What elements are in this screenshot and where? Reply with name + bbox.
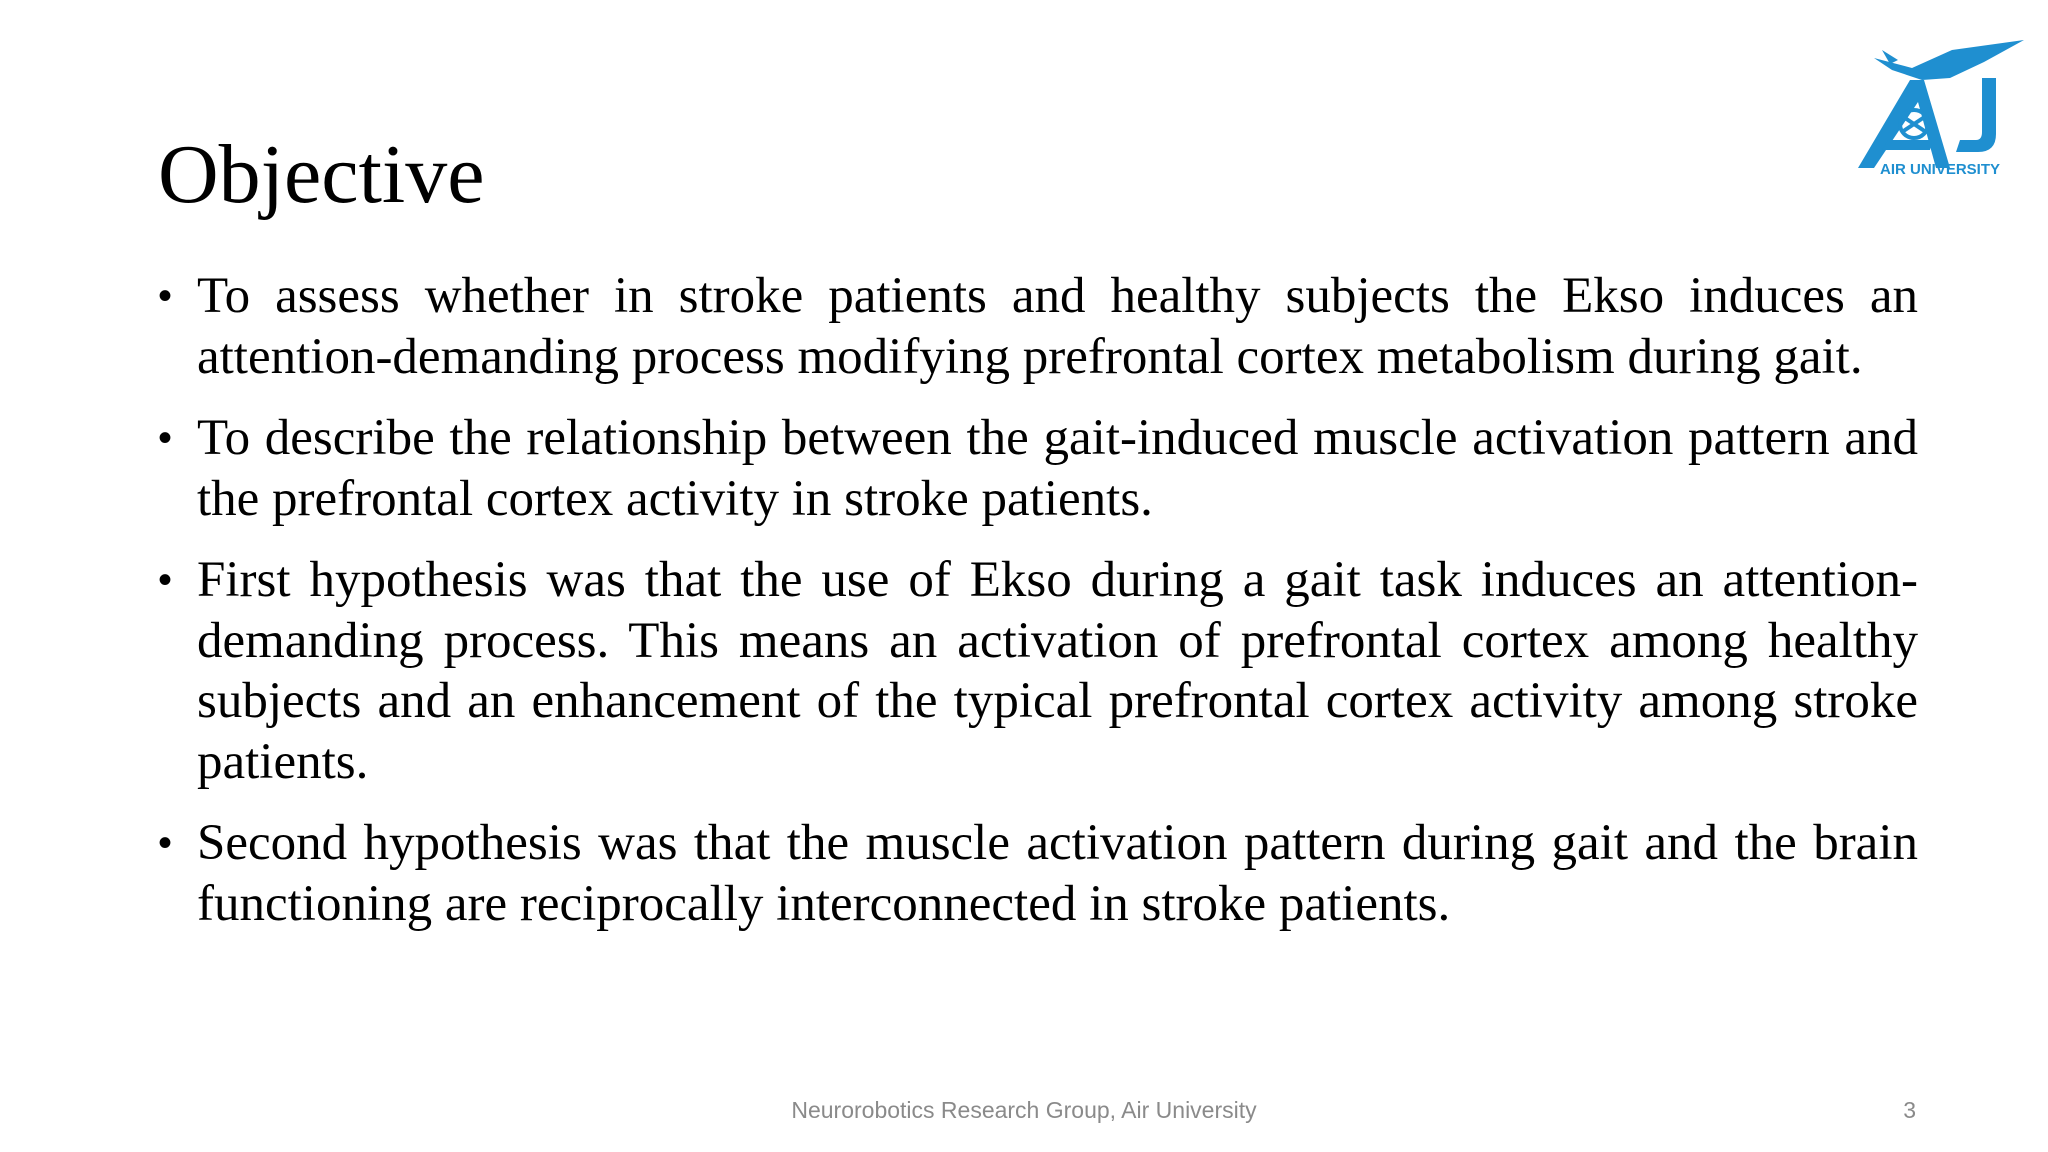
bullet-icon: • — [158, 558, 173, 602]
bullet-text: To assess whether in stroke patients and healthy subjects the Ekso induces an attention-demanding process modifying prefrontal cortex metabolism during gait. — [197, 268, 1918, 385]
bullet-item — [158, 408, 1918, 529]
bullet-icon: • — [158, 416, 173, 460]
logo-text: AIR UNIVERSITY — [1879, 161, 2001, 178]
bullet-item — [158, 266, 1918, 387]
air-university-logo — [1852, 40, 2028, 180]
bullet-icon: • — [158, 274, 173, 318]
bullet-item — [158, 813, 1918, 934]
bullet-list — [158, 266, 1918, 955]
footer-text: Neurorobotics Research Group, Air University — [791, 1097, 1257, 1123]
bullet-text: First hypothesis was that the use of Ekso during a gait task induces an attention-demanding process. This means an activation of prefrontal cortex among healthy subjects and an enhancement of the typical prefrontal cortex activity among stroke patients. — [197, 552, 1918, 790]
bullet-text: Second hypothesis was that the muscle activation pattern during gait and the brain functioning are reciprocally interconnected in stroke patients. — [197, 815, 1918, 932]
slide-title: Objective — [158, 128, 485, 221]
bullet-item — [158, 550, 1918, 792]
bullet-icon: • — [158, 821, 173, 865]
bullet-text: To describe the relationship between the gait-induced muscle activation pattern and the prefrontal cortex activity in stroke patients. — [197, 410, 1918, 527]
page-number: 3 — [1903, 1097, 1916, 1123]
